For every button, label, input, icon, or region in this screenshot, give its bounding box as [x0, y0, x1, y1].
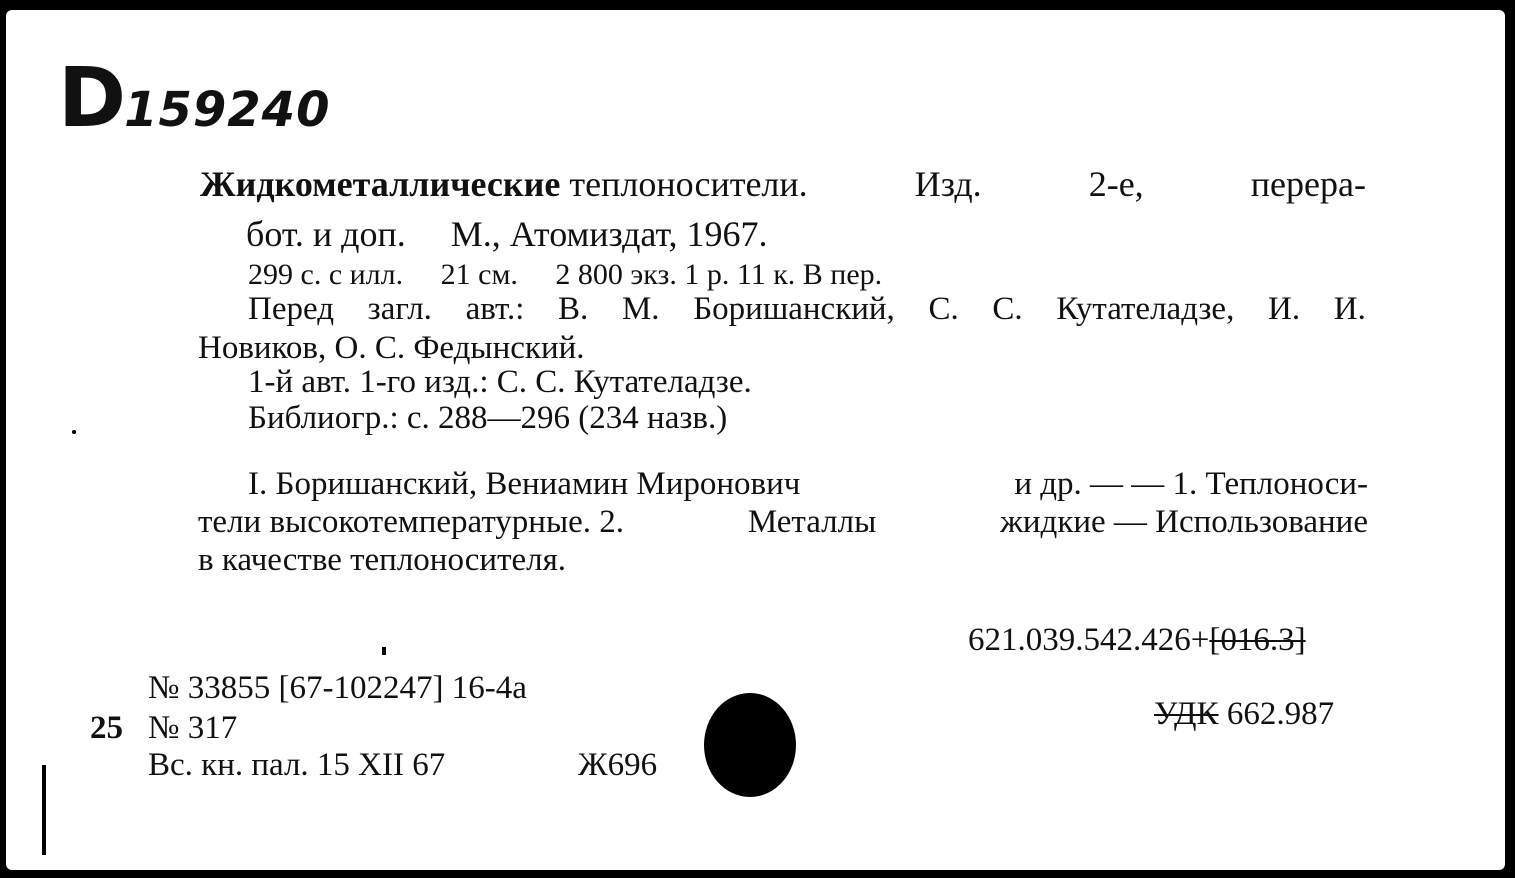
entry-authors-word: В. [558, 291, 589, 327]
entry-authors-word: И. [1333, 291, 1366, 327]
entry-line-1 [200, 166, 1366, 202]
call-number-letter: D [58, 51, 125, 146]
subjects-line-1 [248, 466, 1368, 503]
entry-bibliography-note: Библиогр.: с. 288—296 (234 назв.) [248, 400, 728, 436]
entry-physical-description: 299 с. с илл. 21 см. 2 800 экз. 1 р. 11 к. В пер. [248, 258, 883, 291]
entry-revision: перера- [1250, 164, 1366, 204]
entry-authors-word: авт.: [465, 291, 525, 327]
entry-authors-word: Перед [248, 291, 334, 327]
entry-title: Жидкометаллические [200, 164, 561, 204]
edge-mark [42, 765, 46, 855]
subject-heading-1: и др. — — 1. Теплоноси- [1014, 466, 1368, 502]
catalog-card [6, 10, 1505, 870]
entry-title-word: теплоносители. [569, 164, 808, 204]
subject-author: I. Боришанский, Вениамин Миронович [248, 466, 801, 502]
entry-edition: 2-е, [1088, 164, 1144, 204]
entry-authors-word: И. [1268, 291, 1301, 327]
order-number: № 317 [148, 710, 238, 746]
print-code: Ж696 [578, 747, 658, 783]
subjects-line-3: в качестве теплоносителя. [198, 542, 567, 578]
chamber-record: Вс. кн. пал. 15 XII 67 [148, 747, 446, 783]
udk-label: УДК [1154, 696, 1219, 732]
classification-bracket: [016.3] [1209, 622, 1306, 658]
entry-authors-word: М. [621, 291, 660, 327]
udk-code [1154, 696, 1334, 733]
entry-authors-word: Кутателадзе, [1056, 291, 1235, 327]
entry-line-2: бот. и доп. М., Атомиздат, 1967. [246, 214, 768, 254]
punch-hole [704, 693, 796, 797]
entry-first-author-note: 1-й авт. 1-го изд.: С. С. Кутателадзе. [248, 364, 752, 400]
subject-heading-2-continued: жидкие — Использование [1000, 504, 1368, 540]
entry-authors-word: С. [928, 291, 959, 327]
entry-authors-word: Боришанский, [693, 291, 895, 327]
speck-mark [382, 647, 386, 655]
classification-code [968, 622, 1306, 659]
subject-heading-2: Металлы [747, 504, 877, 540]
entry-authors-word: С. [992, 291, 1023, 327]
entry-edition-label: Изд. [914, 164, 982, 204]
entry-authors-continued: Новиков, О. С. Федынский. [198, 330, 585, 366]
speck-mark [72, 430, 76, 434]
entry-authors-word: загл. [367, 291, 432, 327]
call-number [58, 51, 331, 146]
entry-authors-line [248, 291, 1366, 328]
classification-number: 621.039.542.426+ [968, 622, 1210, 658]
side-number: 25 [90, 710, 123, 746]
udk-value: 662.987 [1226, 696, 1335, 732]
call-number-digits: 159240 [124, 82, 331, 138]
registry-number: № 33855 [67-102247] 16-4а [148, 670, 527, 706]
subject-heading-1-end: тели высокотемпературные. 2. [198, 504, 625, 540]
subjects-line-2 [198, 504, 1368, 541]
